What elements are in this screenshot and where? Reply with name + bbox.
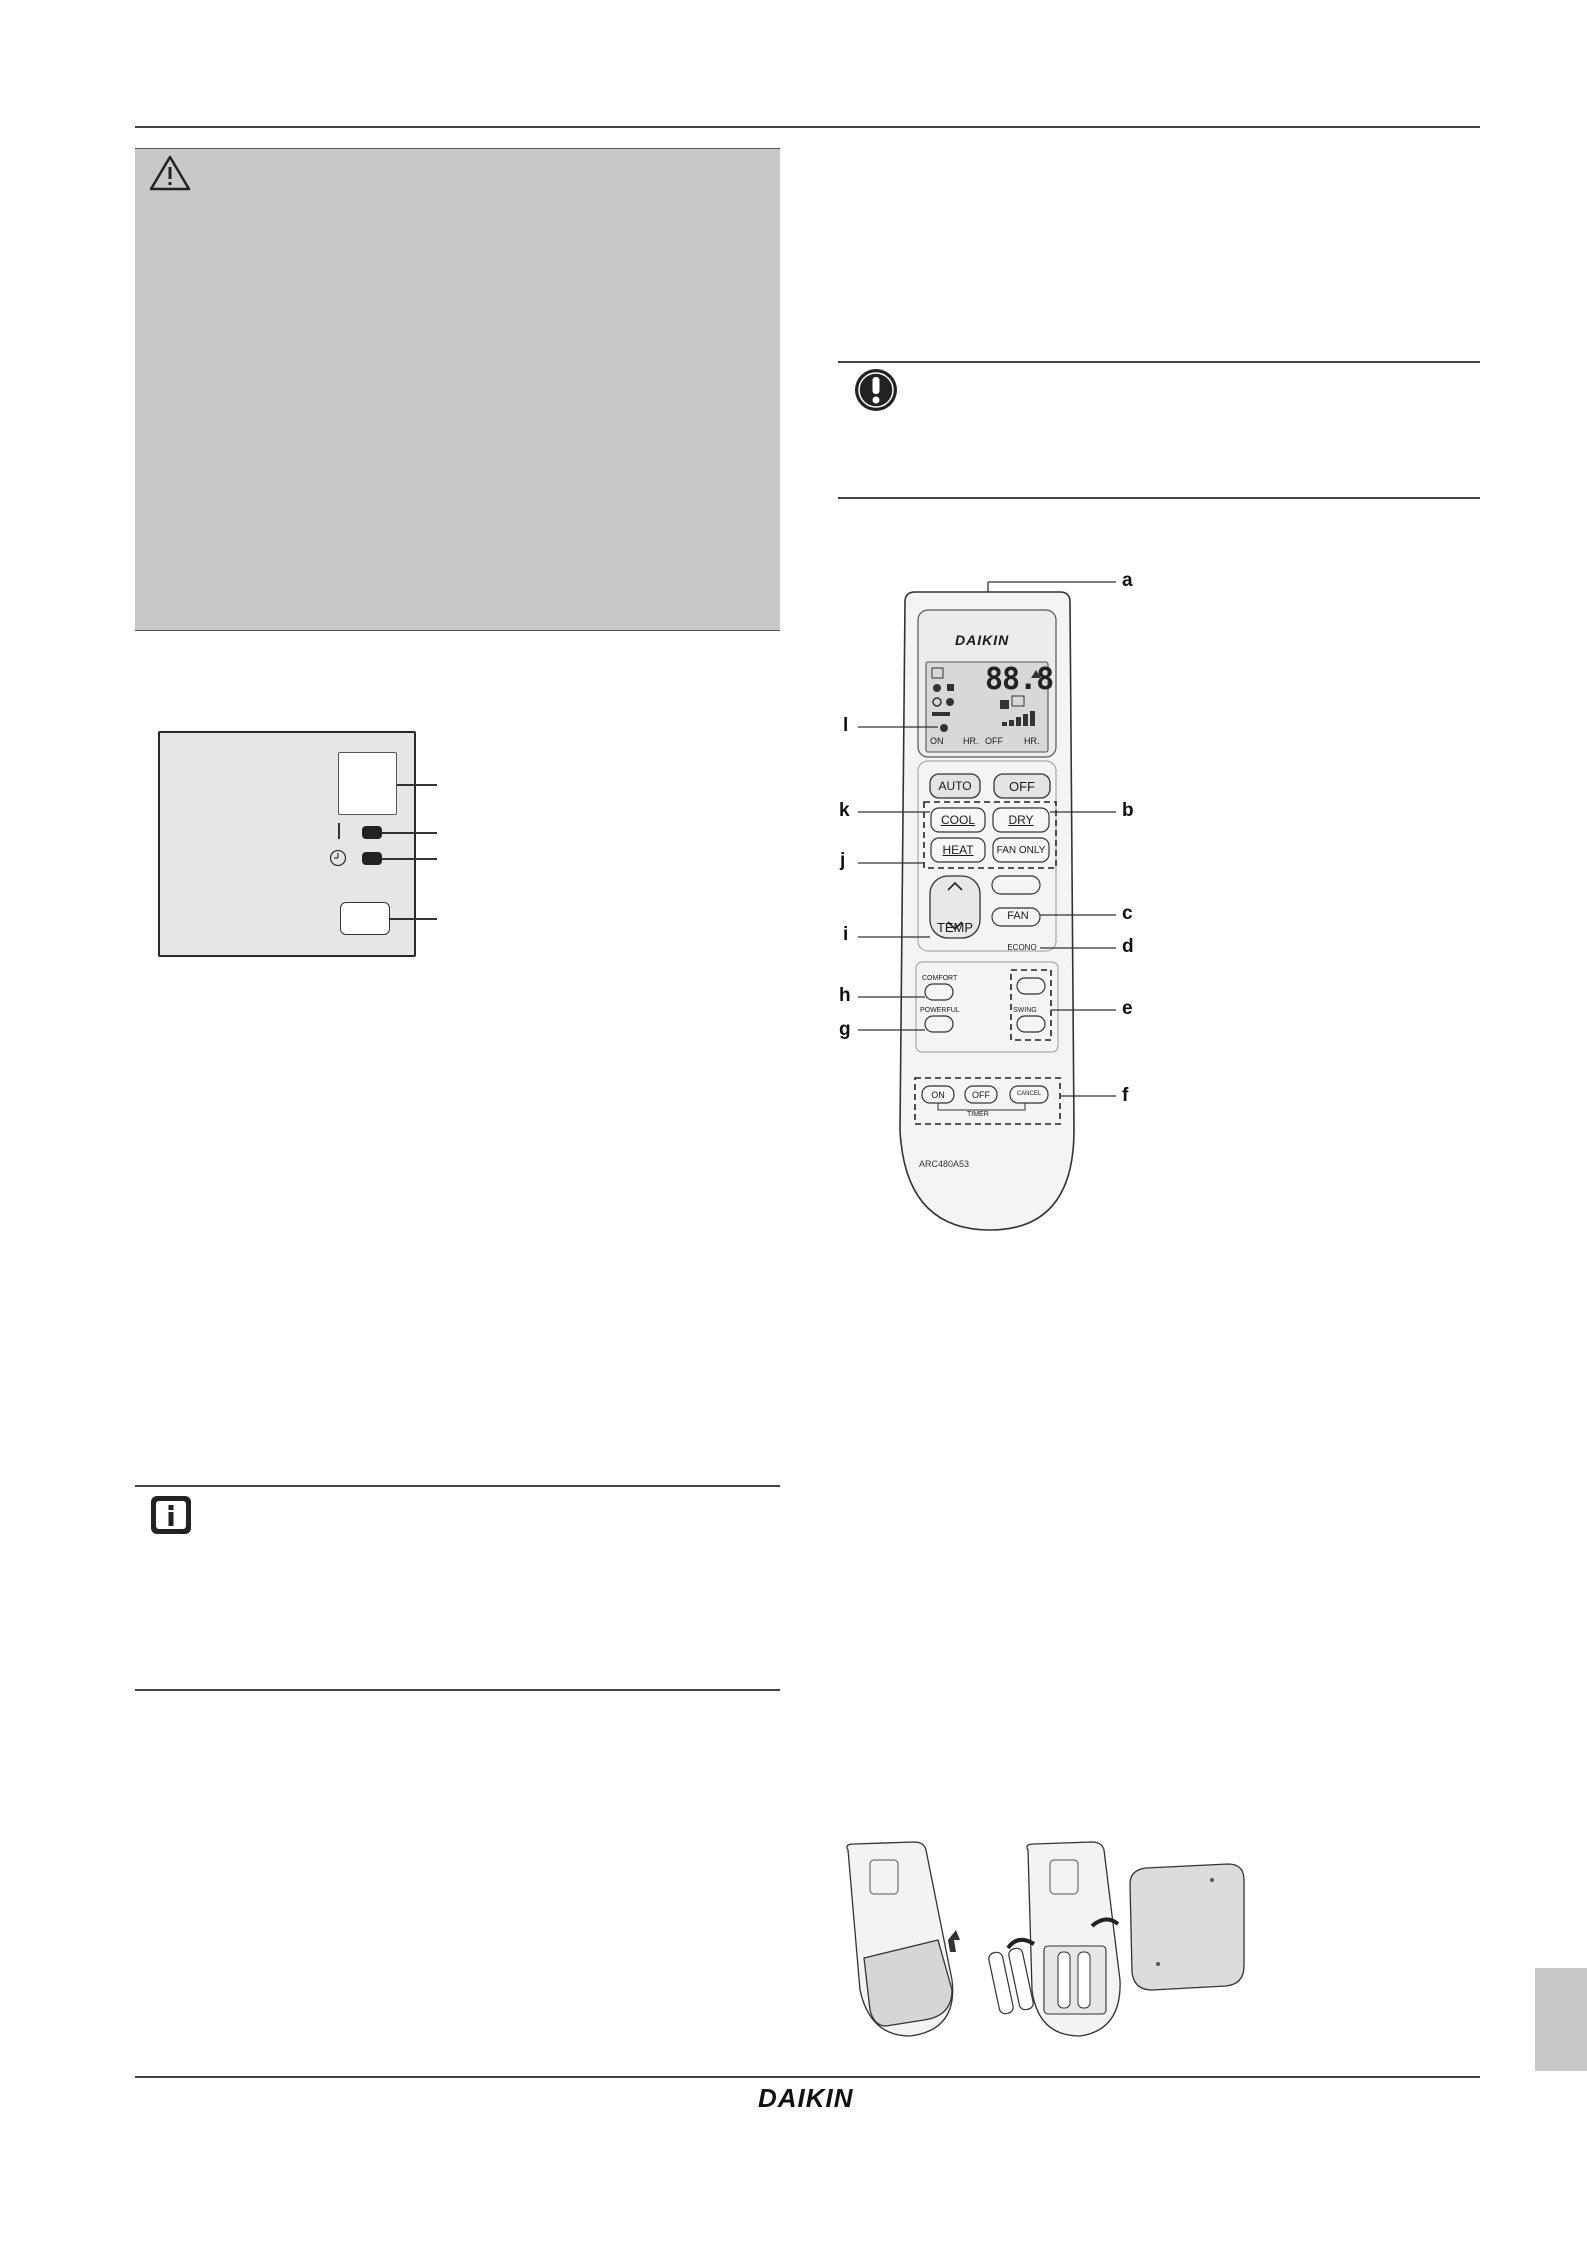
- callout-j: j: [840, 850, 846, 871]
- header-rule: [135, 126, 1480, 128]
- callout-h: h: [839, 985, 851, 1006]
- remote-lcd-off-label: OFF: [985, 736, 1003, 746]
- battery-replacement-illustration: [830, 1840, 1260, 2040]
- panel-leader-2: [382, 832, 437, 834]
- info-box-top-rule: [135, 1485, 780, 1487]
- remote-lcd-on-unit: HR.: [963, 736, 979, 746]
- exclamation-circle-icon: [853, 367, 899, 413]
- callout-e: e: [1122, 998, 1133, 1019]
- timer-on-button[interactable]: ON: [931, 1090, 945, 1100]
- fan-button[interactable]: FAN: [1007, 910, 1029, 922]
- panel-leader-3: [382, 858, 437, 860]
- notice-box-top-rule: [838, 361, 1480, 363]
- callout-l: l: [843, 715, 849, 736]
- powerful-label: POWERFUL: [920, 1007, 960, 1014]
- warning-box: [135, 148, 780, 631]
- warning-icon: [149, 154, 191, 192]
- callout-g: g: [839, 1019, 851, 1040]
- on-off-switch[interactable]: [340, 902, 390, 935]
- info-icon: [149, 1494, 193, 1536]
- auto-button[interactable]: AUTO: [938, 779, 972, 793]
- timer-off-button[interactable]: OFF: [972, 1090, 990, 1100]
- temp-button[interactable]: TEMP: [936, 920, 974, 935]
- fan-only-button[interactable]: FAN ONLY: [996, 845, 1046, 856]
- callout-c: c: [1122, 903, 1133, 924]
- notice-box-bottom-rule: [838, 497, 1480, 499]
- callout-k: k: [839, 800, 850, 821]
- remote-model-number: ARC480A53: [919, 1159, 970, 1169]
- comfort-label: COMFORT: [922, 975, 958, 982]
- operation-lamp-symbol: [338, 823, 340, 839]
- swing-label: SWING: [1013, 1007, 1037, 1014]
- side-tab: [1535, 1968, 1587, 2071]
- dry-button[interactable]: DRY: [1008, 813, 1034, 827]
- remote-lcd-off-unit: HR.: [1024, 736, 1040, 746]
- operation-lamp: [362, 826, 382, 839]
- panel-leader-1: [397, 784, 437, 786]
- timer-cancel-button[interactable]: CANCEL: [1016, 1091, 1042, 1097]
- remote-lcd-on-label: ON: [930, 736, 944, 746]
- remote-lcd-digits: 88.8: [985, 662, 1054, 697]
- callout-d: d: [1122, 936, 1134, 957]
- timer-clock-icon: [329, 849, 347, 867]
- footer-rule: [135, 2076, 1480, 2078]
- econo-button[interactable]: ECONO: [1007, 943, 1037, 952]
- callout-a: a: [1122, 570, 1133, 591]
- receiver-window: [338, 752, 397, 815]
- panel-leader-4: [390, 918, 437, 920]
- cool-button[interactable]: COOL: [940, 813, 975, 827]
- info-box-bottom-rule: [135, 1689, 780, 1691]
- callout-f: f: [1122, 1085, 1129, 1106]
- footer-brand-logo: DAIKIN: [758, 2083, 854, 2113]
- remote-brand-logo: DAIKIN: [955, 632, 1010, 648]
- callout-b: b: [1122, 800, 1134, 821]
- off-button[interactable]: OFF: [1009, 779, 1035, 794]
- timer-label: TIMER: [967, 1111, 989, 1118]
- timer-lamp: [362, 852, 382, 865]
- callout-i: i: [843, 924, 849, 945]
- heat-button[interactable]: HEAT: [942, 843, 974, 857]
